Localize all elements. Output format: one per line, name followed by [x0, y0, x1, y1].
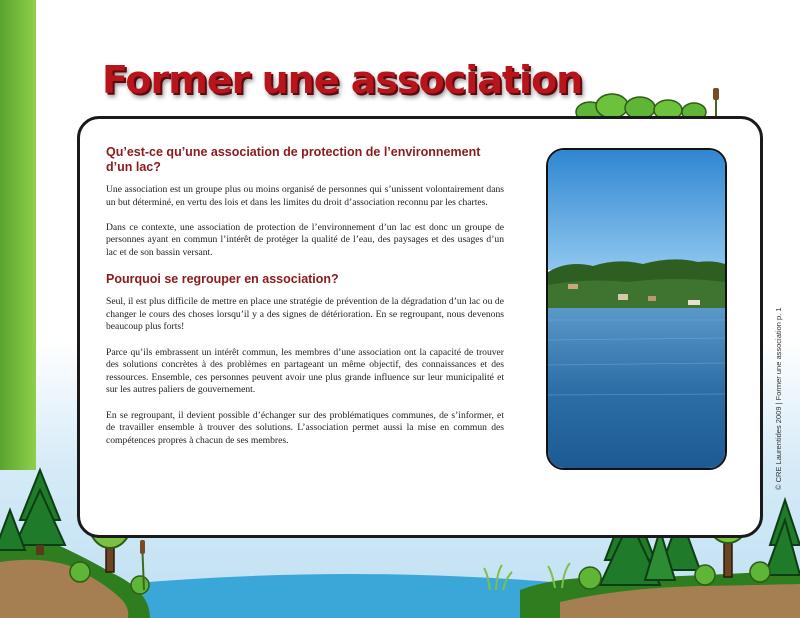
section2-paragraph-3: En se regroupant, il devient possible d’échanger sur des problématiques communes, de s’informer, et de travailler ensemble à trouver des solutions. L’association permet aussi la mise en commun des compétences propres à chacun de ses membres. [106, 409, 504, 446]
page-title: Former une association [102, 58, 583, 102]
section2-paragraph-2: Parce qu’ils embrassent un intérêt commun, les membres d’une association ont la capacité de trouver des solutions concrètes à des problèmes en partageant un même objectif, des connaissances et des ressources. Ensemble, ces personnes peuvent avoir une plus grande influence sur leur municipalité et sur les autres paliers de gouvernement. [106, 346, 504, 396]
section1-heading: Qu’est-ce qu’une association de protection de l’environnement d’un lac? [106, 145, 481, 174]
section1-paragraph-2: Dans ce contexte, une association de protection de l’environnement d’un lac est donc un groupe de personnes ayant en commun l’intérêt de protéger la qualité de l’eau, des paysages et des usages d’un lac et de son bassin versant. [106, 221, 504, 258]
section1-paragraph-1: Une association est un groupe plus ou moins organisé de personnes qui s’unissent volontairement dans un but déterminé, en vertu des lois et dans les limites du droit d’association reconnu par les chartes. [106, 184, 504, 208]
left-conifer-trees [0, 470, 65, 555]
lake-photo [546, 148, 727, 470]
article-body [106, 145, 504, 460]
credit-line: © CRE Laurentides 2009 | Former une association p. 1 [774, 307, 783, 490]
section2-paragraph-1: Seul, il est plus difficile de mettre en place une stratégie de prévention de la dégradation d’un lac ou de changer le cours des choses lorsqu’il y a des signes de détérioration. En se regroupant, nous devenons beaucoup plus forts! [106, 296, 504, 333]
section2-heading: Pourquoi se regrouper en association? [106, 272, 339, 287]
